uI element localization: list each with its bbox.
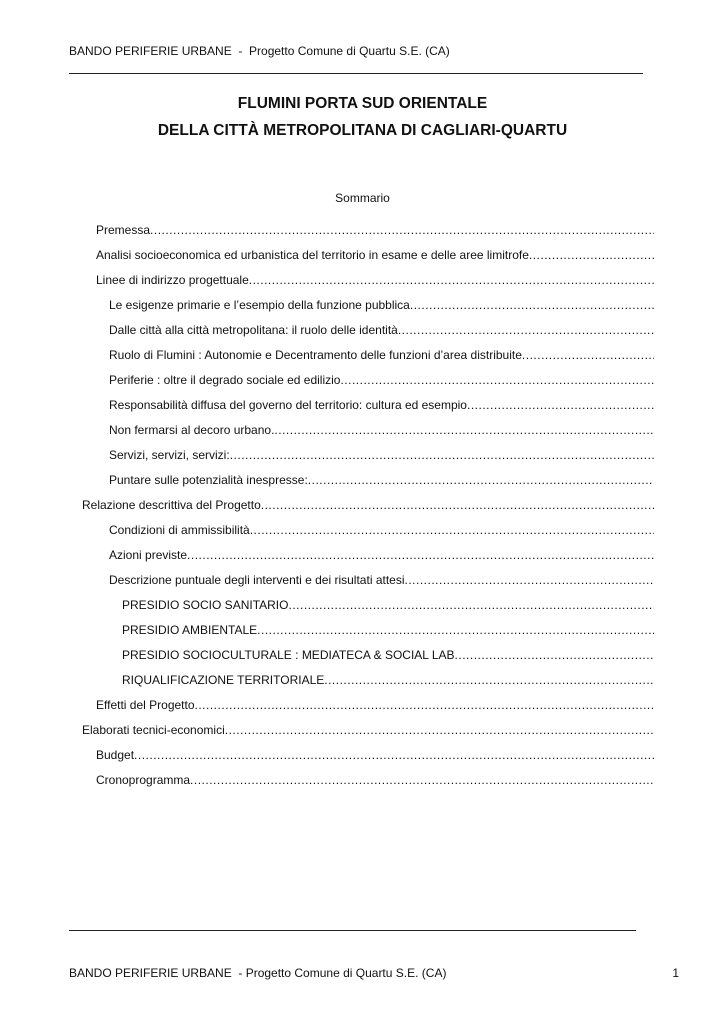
toc-entry-label: Dalle città alla città metropolitana: il ruolo delle identità [109, 323, 398, 337]
toc-dot-leader [522, 343, 654, 368]
toc-dot-leader [308, 468, 654, 493]
toc-dot-leader [195, 693, 654, 718]
toc-entry[interactable] [109, 393, 654, 418]
toc-entry-label: Puntare sulle potenzialità inespresse: [109, 473, 308, 487]
toc-entry[interactable] [96, 218, 654, 243]
toc-entry-label: PRESIDIO SOCIO SANITARIO [122, 598, 289, 612]
toc-entry-label: Periferie : oltre il degrado sociale ed edilizio [109, 373, 341, 387]
toc-dot-leader [187, 543, 654, 568]
toc-entry[interactable] [82, 493, 654, 518]
toc-entry[interactable] [122, 593, 654, 618]
toc-entry-label: Ruolo di Flumini : Autonomie e Decentramento delle funzioni d’area distribuite [109, 348, 522, 362]
footer-rule [69, 930, 636, 931]
toc-entry-label: Cronoprogramma [96, 773, 191, 787]
toc-entry-label: Le esigenze primarie e l’esempio della funzione pubblica [109, 298, 410, 312]
header-rule [69, 73, 643, 74]
toc-dot-leader [405, 568, 655, 593]
toc-entry-label: Premessa [96, 223, 151, 237]
toc-entry-label: PRESIDIO AMBIENTALE [122, 623, 258, 637]
toc-dot-leader [467, 393, 654, 418]
toc-entry[interactable] [82, 718, 654, 743]
toc-entry[interactable] [109, 343, 654, 368]
toc-entry-label: Relazione descrittiva del Progetto [82, 498, 261, 512]
footer-text: BANDO PERIFERIE URBANE - Progetto Comune di Quartu S.E. (CA) [69, 966, 447, 980]
toc-dot-leader [150, 218, 654, 243]
header-text: BANDO PERIFERIE URBANE - Progetto Comune di Quartu S.E. (CA) [69, 44, 450, 58]
toc-entry[interactable] [122, 668, 654, 693]
toc-entry-label: Condizioni di ammissibilità [109, 523, 250, 537]
toc-entry-label: Elaborati tecnici-economici [82, 723, 225, 737]
toc-entry-label: Azioni previste [109, 548, 188, 562]
toc-entry-label: Non fermarsi al decoro urbano. [109, 423, 275, 437]
toc-entry[interactable] [109, 293, 654, 318]
toc-dot-leader [225, 718, 654, 743]
toc-dot-leader [398, 318, 654, 343]
toc-entry-label: Servizi, servizi, servizi: [109, 448, 230, 462]
toc-dot-leader [340, 368, 654, 393]
toc-entry[interactable] [109, 418, 654, 443]
toc-entry-label: Budget [96, 748, 135, 762]
toc-entry[interactable] [122, 618, 654, 643]
document-title-line-2: DELLA CITTÀ METROPOLITANA DI CAGLIARI-QUARTU [157, 122, 568, 139]
toc-dot-leader [529, 243, 654, 268]
toc-entry[interactable] [96, 743, 654, 768]
toc-entry-label: Effetti del Progetto [96, 698, 195, 712]
toc-dot-leader [410, 293, 654, 318]
toc-entry[interactable] [96, 243, 654, 268]
toc-heading: Sommario [335, 191, 390, 205]
toc-entry-label: Descrizione puntuale degli interventi e dei risultati attesi [109, 573, 405, 587]
toc-entry[interactable] [122, 643, 654, 668]
toc-dot-leader [249, 268, 654, 293]
document-title-line-1: FLUMINI PORTA SUD ORIENTALE [237, 95, 488, 112]
toc-entry[interactable] [96, 768, 654, 793]
toc-dot-leader [190, 768, 654, 793]
toc-dot-leader [274, 418, 654, 443]
toc-entry[interactable] [109, 368, 654, 393]
toc-dot-leader [288, 593, 654, 618]
toc-entry[interactable] [109, 518, 654, 543]
toc-entry-label: Analisi socioeconomica ed urbanistica del territorio in esame e delle aree limitrofe [96, 248, 529, 262]
toc-entry-label: PRESIDIO SOCIOCULTURALE : MEDIATECA & SOCIAL LAB [122, 648, 455, 662]
toc-dot-leader [250, 518, 654, 543]
toc-dot-leader [324, 668, 654, 693]
toc-entry[interactable] [109, 318, 654, 343]
toc-dot-leader [261, 493, 654, 518]
toc-dot-leader [257, 618, 654, 643]
toc-entry-label: RIQUALIFICAZIONE TERRITORIALE [122, 673, 325, 687]
page-number: 1 [672, 966, 679, 980]
toc-entry-label: Responsabilità diffusa del governo del territorio: cultura ed esempio [109, 398, 467, 412]
toc-dot-leader [134, 743, 654, 768]
toc-entry[interactable] [109, 568, 654, 593]
toc-entry[interactable] [109, 443, 654, 468]
toc-entry[interactable] [96, 268, 654, 293]
toc-entry[interactable] [109, 543, 654, 568]
toc-entry[interactable] [96, 693, 654, 718]
toc-entry[interactable] [109, 468, 654, 493]
toc-dot-leader [455, 643, 654, 668]
toc-entry-label: Linee di indirizzo progettuale [96, 273, 249, 287]
toc-dot-leader [230, 443, 654, 468]
